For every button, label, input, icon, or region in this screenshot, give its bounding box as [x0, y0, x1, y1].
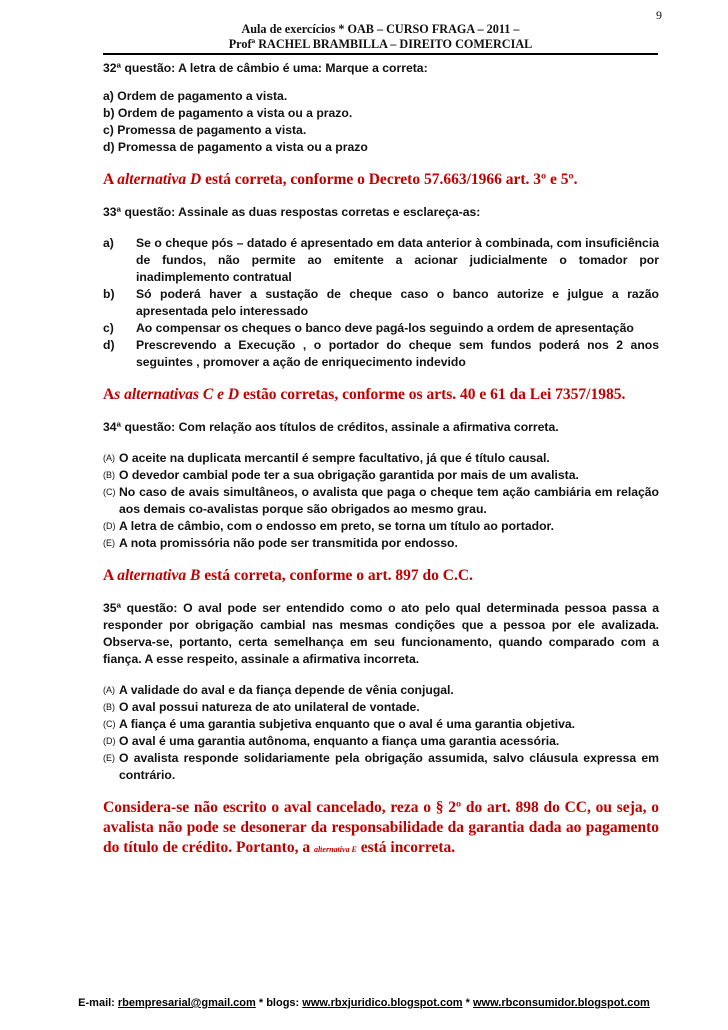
footer-blog-link-2[interactable]: www.rbconsumidor.blogspot.com — [473, 997, 650, 1009]
document-header — [103, 22, 658, 52]
q33-option-b: b) Só poderá haver a sustação de cheque caso o banco autorize e julgue a razão apresentada pelo interessado — [103, 287, 659, 318]
header-line-2: Profª RACHEL BRAMBILLA – DIREITO COMERCIAL — [228, 37, 533, 51]
question-32: 32ª questão: A letra de câmbio é uma: Marque a correta: — [103, 61, 428, 75]
q34-option-c: (C) No caso de avais simultâneos, o avalista que paga o cheque tem ação cambiária em relação aos demais co-avalistas porque são obrigados ao mesmo grau. — [103, 485, 659, 516]
q33-option-a: a) Se o cheque pós – datado é apresentado em data anterior à combinada, com insuficiência de fundos, não permite ao emitente a acionar judicialmente o tomador por inadimplemento contratual — [103, 236, 659, 284]
q33-answer: As alternativas C e D estão corretas, conforme os arts. 40 e 61 da Lei 7357/1985. — [103, 386, 626, 403]
page-footer: E-mail: rbempresarial@gmail.com * blogs: www.rbxjuridico.blogspot.com * www.rbconsumidor.blogspot.com — [78, 997, 650, 1009]
q35-option-c: (C) A fiança é uma garantia subjetiva enquanto que o aval é uma garantia objetiva. — [103, 717, 576, 731]
q34-option-a: (A) O aceite na duplicata mercantil é sempre facultativo, já que é título causal. — [103, 451, 550, 465]
q32-option-a: a) Ordem de pagamento a vista. — [103, 89, 288, 103]
q34-option-b: (B) O devedor cambial pode ter a sua obrigação garantida por mais de um avalista. — [103, 468, 579, 482]
q34-answer: A alternativa B está correta, conforme o art. 897 do C.C. — [103, 567, 473, 584]
q35-answer: Considera-se não escrito o aval cancelado, reza o § 2º do art. 898 do CC, ou seja, o avalista não pode se desonerar da responsabilidade da garantia dada ao pagamento do título de crédito. Portanto, a alternativa E está incorreta. — [103, 799, 659, 856]
page-number: 9 — [656, 8, 662, 22]
q34-option-d: (D) A letra de câmbio, com o endosso em preto, se torna um título ao portador. — [103, 519, 554, 533]
document-body — [103, 60, 659, 860]
footer-blog-link-1[interactable]: www.rbxjuridico.blogspot.com — [302, 997, 463, 1009]
q32-option-d: d) Promessa de pagamento a vista ou a prazo — [103, 140, 368, 154]
header-divider — [103, 53, 658, 55]
header-line-1: Aula de exercícios * OAB – CURSO FRAGA – 2011 – — [241, 22, 520, 36]
footer-email-link[interactable]: rbempresarial@gmail.com — [117, 997, 256, 1009]
q35-option-e: (E) O avalista responde solidariamente pela obrigação assumida, salvo cláusula expressa em contrário. — [103, 751, 659, 782]
q33-option-c: c) Ao compensar os cheques o banco deve pagá-los seguindo a ordem de apresentação — [103, 321, 634, 335]
q33-option-d: d) Prescrevendo a Execução , o portador do cheque sem fundos poderá nos 2 anos seguintes , promover a ação de enriquecimento indevido — [103, 338, 659, 369]
q35-option-a: (A) A validade do aval e da fiança depende de vênia conjugal. — [103, 683, 454, 697]
q35-option-b: (B) O aval possui natureza de ato unilateral de vontade. — [103, 700, 420, 714]
q32-option-b: b) Ordem de pagamento a vista ou a prazo. — [103, 106, 353, 120]
question-33: 33ª questão: Assinale as duas respostas corretas e esclareça-as: — [103, 205, 481, 219]
question-35: 35ª questão: O aval pode ser entendido como o ato pelo qual determinada pessoa passa a responder por obrigação cambial nas mesmas condições que a pessoa por ele avalizada. Observa-se, portanto, certa semelhança em seu funcionamento, quando comparado com a fiança. A esse respeito, assinale a afirmativa incorreta. — [103, 601, 659, 666]
question-34: 34ª questão: Com relação aos títulos de créditos, assinale a afirmativa correta. — [103, 420, 559, 434]
q35-option-d: (D) O aval é uma garantia autônoma, enquanto a fiança uma garantia acessória. — [103, 734, 560, 748]
q32-option-c: c) Promessa de pagamento a vista. — [103, 123, 307, 137]
q32-answer: A alternativa D está correta, conforme o Decreto 57.663/1966 art. 3º e 5º. — [103, 171, 578, 188]
q34-option-e: (E) A nota promissória não pode ser transmitida por endosso. — [103, 536, 458, 550]
